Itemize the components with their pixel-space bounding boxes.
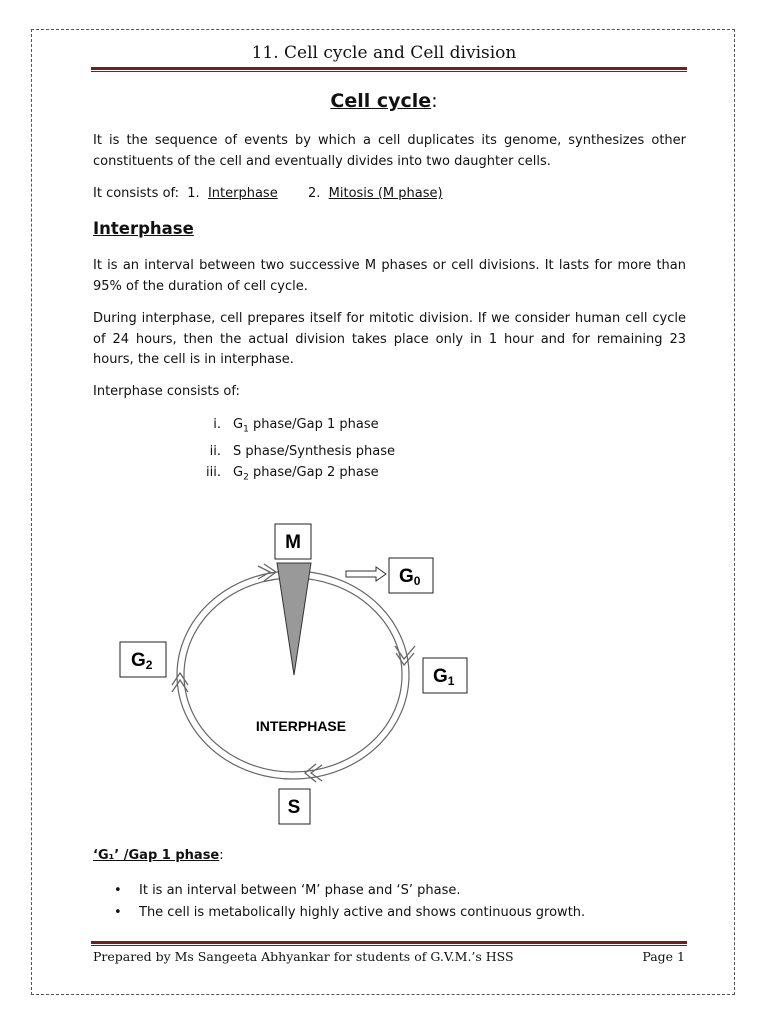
g0-exit-arrow	[346, 567, 386, 581]
cell-cycle-diagram	[110, 515, 490, 835]
g0-label: G0	[399, 566, 421, 588]
list-item: i. $G_1$ phase/Gap 1 phase	[213, 417, 379, 435]
cell-cycle-definition: It is the sequence of events by which a cell duplicates its genome, synthesizes other constituents of the cell and eventually divides into two daughter cells.	[93, 133, 686, 169]
g2-label: G2	[131, 650, 153, 672]
list-item: ii. S phase/Synthesis phase	[209, 443, 396, 459]
list-item: • The cell is metabolically highly active and shows continuous growth.	[114, 902, 585, 924]
m-label: M	[285, 532, 301, 553]
section-title-g1-phase: ‘G₁’ /Gap 1 phase:	[93, 848, 224, 863]
interphase-para-2: During interphase, cell prepares itself for mitotic division. If we consider human cell cycle of 24 hours, then the actual division takes place only in 1 hour and for remaining 23 hours, the cell is in interphase.	[93, 311, 686, 367]
list-item: iii. $G_2$ phase/Gap 2 phase	[206, 464, 379, 483]
interphase-consists: Interphase consists of:	[93, 384, 240, 399]
g1-label: G1	[433, 666, 455, 688]
bullet-icon: •	[114, 883, 122, 898]
footer-credit: Prepared by Ms Sangeeta Abhyankar for students of G.V.M.’s HSS	[93, 949, 514, 964]
g1-bullet-list	[114, 880, 585, 924]
interphase-para-1: It is an interval between two successive M phases or cell divisions. It lasts for more than 95% of the duration of cell cycle.	[93, 258, 686, 294]
cell-cycle-consists: It consists of: 1. Interphase 2. Mitosis (M phase)	[93, 186, 443, 201]
list-item: • It is an interval between ‘M’ phase and ‘S’ phase.	[114, 880, 585, 902]
header-title: 11. Cell cycle and Cell division	[251, 43, 517, 63]
header-rule	[91, 67, 687, 72]
mitosis-wedge	[277, 563, 311, 675]
interphase-phase-list	[193, 414, 395, 488]
s-label: S	[287, 797, 301, 818]
section-title-interphase: Interphase	[93, 219, 194, 238]
interphase-center-label: INTERPHASE	[255, 718, 347, 734]
footer-rule	[91, 941, 687, 946]
cycle-arrow-right	[396, 653, 414, 665]
section-title-cell-cycle: Cell cycle:	[330, 90, 438, 112]
page-number: Page 1	[642, 949, 685, 964]
bullet-icon: •	[114, 905, 122, 920]
